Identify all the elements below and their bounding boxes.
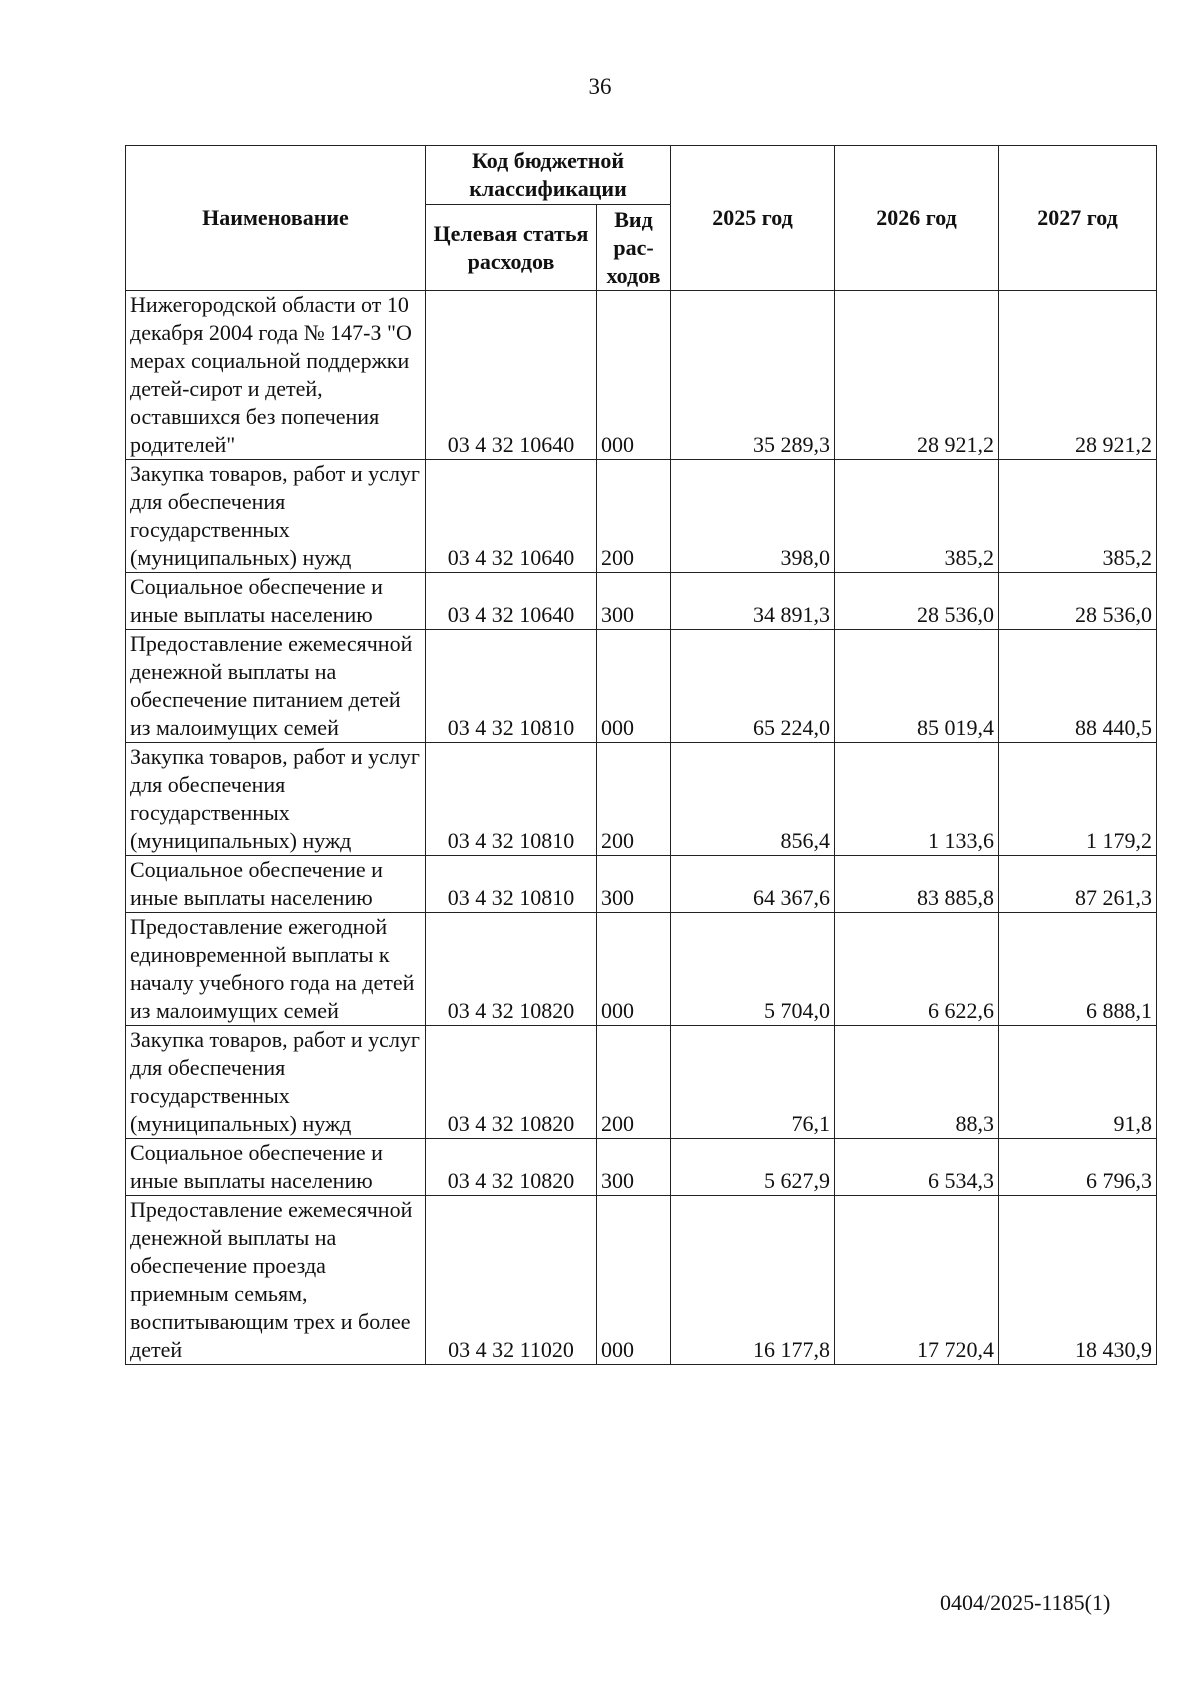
row-expense-type-cell: 000 <box>597 630 671 743</box>
row-2026-value-cell: 1 133,6 <box>835 743 999 856</box>
row-expense-type-cell: 200 <box>597 743 671 856</box>
table-row <box>126 573 1157 630</box>
header-expense-type: Вид рас-ходов <box>597 205 671 291</box>
header-2027: 2027 год <box>999 146 1157 291</box>
row-2027-value-cell: 1 179,2 <box>999 743 1157 856</box>
row-name-cell: Предоставление ежегодной единовременной выплаты к началу учебного года на детей из малоимущих семей <box>126 913 426 1026</box>
row-target-code-cell: 03 4 32 10810 <box>426 630 597 743</box>
row-name-cell: Предоставление ежемесячной денежной выплаты на обеспечение проезда приемным семьям, воспитывающим трех и более детей <box>126 1196 426 1365</box>
row-target-code-cell: 03 4 32 10820 <box>426 913 597 1026</box>
header-target-article: Целевая статья расходов <box>426 205 597 291</box>
row-2025-value-cell: 34 891,3 <box>671 573 835 630</box>
row-2027-value-cell: 88 440,5 <box>999 630 1157 743</box>
table-row <box>126 743 1157 856</box>
row-2025-value-cell: 35 289,3 <box>671 291 835 460</box>
row-name-cell: Социальное обеспечение и иные выплаты населению <box>126 1139 426 1196</box>
row-2027-value-cell: 18 430,9 <box>999 1196 1157 1365</box>
table-row <box>126 460 1157 573</box>
row-2027-value-cell: 385,2 <box>999 460 1157 573</box>
row-2027-value-cell: 91,8 <box>999 1026 1157 1139</box>
row-2025-value-cell: 5 627,9 <box>671 1139 835 1196</box>
document-code: 0404/2025-1185(1) <box>940 1590 1111 1615</box>
table-row <box>126 630 1157 743</box>
row-2025-value-cell: 5 704,0 <box>671 913 835 1026</box>
row-name-cell: Социальное обеспечение и иные выплаты населению <box>126 573 426 630</box>
header-2026: 2026 год <box>835 146 999 291</box>
row-name-cell: Закупка товаров, работ и услуг для обеспечения государственных (муниципальных) нужд <box>126 460 426 573</box>
row-expense-type-cell: 200 <box>597 460 671 573</box>
row-2026-value-cell: 6 534,3 <box>835 1139 999 1196</box>
row-name-cell: Предоставление ежемесячной денежной выплаты на обеспечение питанием детей из малоимущих семей <box>126 630 426 743</box>
budget-table <box>125 145 1157 1365</box>
table-row <box>126 1026 1157 1139</box>
row-target-code-cell: 03 4 32 10810 <box>426 743 597 856</box>
row-expense-type-cell: 000 <box>597 291 671 460</box>
header-2025: 2025 год <box>671 146 835 291</box>
row-2026-value-cell: 28 921,2 <box>835 291 999 460</box>
row-target-code-cell: 03 4 32 10820 <box>426 1026 597 1139</box>
row-2026-value-cell: 17 720,4 <box>835 1196 999 1365</box>
row-2026-value-cell: 83 885,8 <box>835 856 999 913</box>
row-2025-value-cell: 65 224,0 <box>671 630 835 743</box>
page-number: 36 <box>588 74 612 99</box>
row-name-cell: Закупка товаров, работ и услуг для обеспечения государственных (муниципальных) нужд <box>126 1026 426 1139</box>
row-2025-value-cell: 16 177,8 <box>671 1196 835 1365</box>
row-2025-value-cell: 856,4 <box>671 743 835 856</box>
row-target-code-cell: 03 4 32 10810 <box>426 856 597 913</box>
table-row <box>126 291 1157 460</box>
row-2026-value-cell: 88,3 <box>835 1026 999 1139</box>
row-expense-type-cell: 300 <box>597 1139 671 1196</box>
row-2025-value-cell: 76,1 <box>671 1026 835 1139</box>
table-row <box>126 1139 1157 1196</box>
row-2026-value-cell: 85 019,4 <box>835 630 999 743</box>
row-target-code-cell: 03 4 32 11020 <box>426 1196 597 1365</box>
row-2025-value-cell: 64 367,6 <box>671 856 835 913</box>
row-expense-type-cell: 000 <box>597 1196 671 1365</box>
row-expense-type-cell: 300 <box>597 856 671 913</box>
table-row <box>126 913 1157 1026</box>
row-2027-value-cell: 6 888,1 <box>999 913 1157 1026</box>
row-2027-value-cell: 28 536,0 <box>999 573 1157 630</box>
table-row <box>126 856 1157 913</box>
row-target-code-cell: 03 4 32 10640 <box>426 460 597 573</box>
row-2027-value-cell: 87 261,3 <box>999 856 1157 913</box>
row-expense-type-cell: 200 <box>597 1026 671 1139</box>
row-expense-type-cell: 300 <box>597 573 671 630</box>
row-name-cell: Закупка товаров, работ и услуг для обеспечения государственных (муниципальных) нужд <box>126 743 426 856</box>
row-target-code-cell: 03 4 32 10820 <box>426 1139 597 1196</box>
row-name-cell: Нижегородской области от 10 декабря 2004 года № 147-З "О мерах социальной поддержки детей-сирот и детей, оставшихся без попечения родителей" <box>126 291 426 460</box>
row-expense-type-cell: 000 <box>597 913 671 1026</box>
header-budget-code-group: Код бюджетной классификации <box>426 146 671 205</box>
row-2026-value-cell: 28 536,0 <box>835 573 999 630</box>
row-name-cell: Социальное обеспечение и иные выплаты населению <box>126 856 426 913</box>
row-target-code-cell: 03 4 32 10640 <box>426 291 597 460</box>
table-row <box>126 1196 1157 1365</box>
header-name: Наименование <box>126 146 426 291</box>
row-2026-value-cell: 385,2 <box>835 460 999 573</box>
row-target-code-cell: 03 4 32 10640 <box>426 573 597 630</box>
row-2025-value-cell: 398,0 <box>671 460 835 573</box>
row-2026-value-cell: 6 622,6 <box>835 913 999 1026</box>
row-2027-value-cell: 6 796,3 <box>999 1139 1157 1196</box>
row-2027-value-cell: 28 921,2 <box>999 291 1157 460</box>
